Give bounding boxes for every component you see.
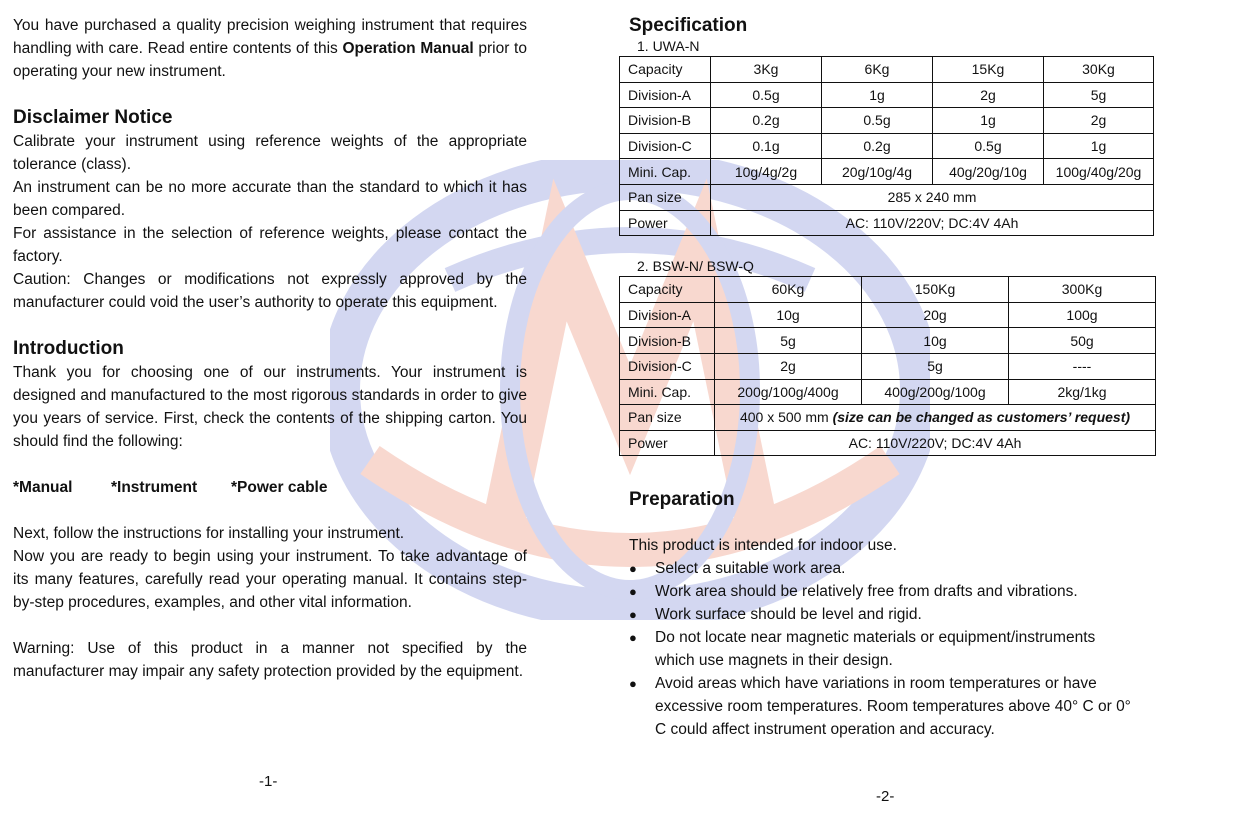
disclaimer-heading: Disclaimer Notice <box>13 107 173 128</box>
table-cell: 0.1g <box>711 133 822 159</box>
table-cell: 1g <box>822 82 933 108</box>
table-cell: Power <box>620 210 711 236</box>
item-instrument: *Instrument <box>111 479 198 496</box>
table-cell: 400g/200g/100g <box>862 379 1009 405</box>
table-cell: 3Kg <box>711 57 822 83</box>
table-cell: 0.2g <box>822 133 933 159</box>
item-manual: *Manual <box>13 479 73 496</box>
table-row <box>620 328 1156 354</box>
item-power-cable: *Power cable <box>231 479 328 496</box>
ready-paragraph: Now you are ready to begin using your instrument. To take advantage of its many features, carefully read your operating manual. It contains step-by-step procedures, examples, and other vital information. <box>13 548 527 611</box>
introduction-text: Thank you for choosing one of our instruments. Your instrument is designed and manufactured to the most rigorous standards in order to give you years of service. First, check the contents of the shipping carton. You should find the following: <box>13 364 527 450</box>
list-item: ● Do not locate near magnetic materials or equipment/instruments which use magnets in their design. <box>619 626 1139 672</box>
table-cell: AC: 110V/220V; DC:4V 4Ah <box>715 430 1156 456</box>
disclaimer-line: An instrument can be no more accurate than the standard to which it has been compared. <box>13 179 527 219</box>
spec-table-bsw <box>619 276 1156 456</box>
table-cell: 10g/4g/2g <box>711 159 822 185</box>
disclaimer-line: For assistance in the selection of reference weights, please contact the factory. <box>13 225 527 265</box>
table-cell: 1g <box>1044 133 1154 159</box>
table-cell: 10g <box>862 328 1009 354</box>
table-cell: 10g <box>715 302 862 328</box>
table-row <box>620 159 1154 185</box>
list-item: ● Avoid areas which have variations in room temperatures or have excessive room temperatures. Room temperatures above 40° C or 0° C could affect instrument operation and accuracy. <box>619 672 1139 741</box>
items-list <box>13 476 527 499</box>
table-cell <box>715 405 1156 431</box>
table-cell: 0.5g <box>822 108 933 134</box>
table-cell: Division-B <box>620 328 715 354</box>
table-row <box>620 184 1154 210</box>
table-cell: Capacity <box>620 57 711 83</box>
table-cell: Division-A <box>620 82 711 108</box>
table-row <box>620 133 1154 159</box>
table-cell: 20g/10g/4g <box>822 159 933 185</box>
table1-caption: 1. UWA-N <box>637 38 700 54</box>
table-cell: 20g <box>862 302 1009 328</box>
table-cell: Power <box>620 430 715 456</box>
table-cell: Pan size <box>620 184 711 210</box>
table-row <box>620 210 1154 236</box>
table-cell: Division-B <box>620 108 711 134</box>
table-cell: 300Kg <box>1009 277 1156 303</box>
table-row <box>620 405 1156 431</box>
table-cell: Division-C <box>620 353 715 379</box>
warning-paragraph: Warning: Use of this product in a manner not specified by the manufacturer may impair any safety protection provided by the equipment. <box>13 640 527 680</box>
table-cell: 100g <box>1009 302 1156 328</box>
table-cell: 60Kg <box>715 277 862 303</box>
caution-line: Caution: Changes or modifications not expressly approved by the manufacturer could void the user’s authority to operate this equipment. <box>13 271 527 311</box>
table-cell: 2g <box>933 82 1044 108</box>
table-cell: 150Kg <box>862 277 1009 303</box>
table-row <box>620 302 1156 328</box>
table-row <box>620 277 1156 303</box>
page-right <box>619 14 1159 741</box>
table-cell: AC: 110V/220V; DC:4V 4Ah <box>711 210 1154 236</box>
preparation-heading: Preparation <box>629 489 735 511</box>
table-row <box>620 379 1156 405</box>
table-cell: Pan size <box>620 405 715 431</box>
table-cell: 15Kg <box>933 57 1044 83</box>
table-cell: 285 x 240 mm <box>711 184 1154 210</box>
table-cell: Mini. Cap. <box>620 379 715 405</box>
table-cell: 5g <box>1044 82 1154 108</box>
page-number-right: -2- <box>876 788 895 805</box>
table-cell: 0.5g <box>933 133 1044 159</box>
preparation-intro: This product is intended for indoor use. <box>629 537 897 555</box>
table-cell: 50g <box>1009 328 1156 354</box>
pan-size-value: 400 x 500 mm <box>739 409 833 426</box>
table-cell: Mini. Cap. <box>620 159 711 185</box>
table-cell: 200g/100g/400g <box>715 379 862 405</box>
table-cell: Division-C <box>620 133 711 159</box>
pan-size-note: (size can be changed as customers’ request) <box>832 409 1131 426</box>
page-number-left: -1- <box>259 773 278 790</box>
table-cell: 5g <box>715 328 862 354</box>
table-cell: 30Kg <box>1044 57 1154 83</box>
table-cell: ---- <box>1009 353 1156 379</box>
table-cell: 6Kg <box>822 57 933 83</box>
table-cell: Division-A <box>620 302 715 328</box>
table-cell: 5g <box>862 353 1009 379</box>
list-item: ● Work surface should be level and rigid. <box>619 603 1139 626</box>
introduction-heading: Introduction <box>13 338 124 359</box>
table-row <box>620 82 1154 108</box>
disclaimer-line: Calibrate your instrument using reference weights of the appropriate tolerance (class). <box>13 133 527 173</box>
table-cell: 100g/40g/20g <box>1044 159 1154 185</box>
page-left <box>13 14 527 683</box>
list-item: ● Work area should be relatively free from drafts and vibrations. <box>619 580 1139 603</box>
table-row <box>620 57 1154 83</box>
table-cell: 2g <box>1044 108 1154 134</box>
table-row <box>620 108 1154 134</box>
table-cell: 2g <box>715 353 862 379</box>
table-cell: 1g <box>933 108 1044 134</box>
list-item: ● Select a suitable work area. <box>619 557 1139 580</box>
table-cell: 40g/20g/10g <box>933 159 1044 185</box>
table-cell: 0.2g <box>711 108 822 134</box>
table-row <box>620 353 1156 379</box>
table-cell: Capacity <box>620 277 715 303</box>
intro-paragraph: You have purchased a quality precision weighing instrument that requires handling with care. Read entire contents of this Operation Manual prior to operating your new instrument. <box>13 17 527 80</box>
table2-caption: 2. BSW-N/ BSW-Q <box>637 258 754 275</box>
table-cell: 0.5g <box>711 82 822 108</box>
spec-table-uwa-n <box>619 56 1154 236</box>
table-row <box>620 430 1156 456</box>
table-cell: 2kg/1kg <box>1009 379 1156 405</box>
preparation-list <box>619 557 1139 741</box>
next-line: Next, follow the instructions for installing your instrument. <box>13 525 405 542</box>
specification-heading: Specification <box>629 15 748 36</box>
